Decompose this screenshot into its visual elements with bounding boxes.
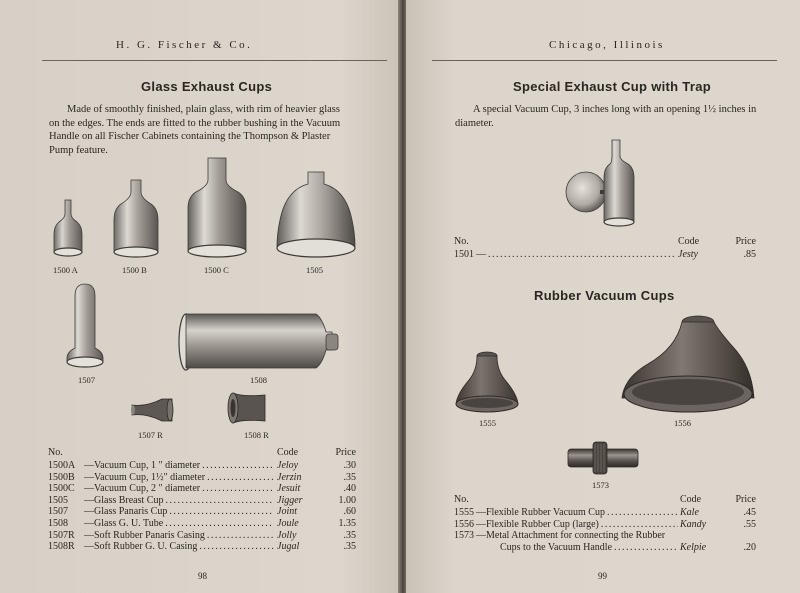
item-price: .35 bbox=[343, 471, 356, 483]
table-row bbox=[48, 495, 360, 507]
figure-caption-1507: 1507 bbox=[78, 375, 95, 385]
paragraph-line: A special Vacuum Cup, 3 inches long with an opening 1½ inches in bbox=[473, 104, 757, 115]
item-code: Jerzin bbox=[277, 471, 302, 483]
table-row bbox=[48, 506, 360, 518]
price-table-rubber-cups bbox=[454, 494, 760, 553]
item-description: —Glass Breast Cup . . . bbox=[84, 495, 274, 506]
table-row bbox=[454, 519, 760, 531]
section-title-rubber-vacuum-cups: Rubber Vacuum Cups bbox=[534, 288, 675, 303]
column-header-price: Price bbox=[735, 236, 756, 247]
glass-cup-1500b-image bbox=[112, 178, 160, 258]
item-description: —Flexible Rubber Cup (large) . . . bbox=[476, 519, 678, 530]
item-code: Jesuit bbox=[277, 483, 301, 495]
section-title-glass-exhaust-cups: Glass Exhaust Cups bbox=[141, 79, 273, 94]
item-code: Kelpie bbox=[680, 541, 707, 553]
table-header-row bbox=[454, 236, 760, 249]
figure-caption-1508r: 1508 R bbox=[244, 430, 269, 440]
table-header-row bbox=[454, 494, 760, 507]
item-code: Jesty bbox=[678, 249, 698, 260]
figure-caption-1508: 1508 bbox=[250, 375, 267, 385]
item-number: 1507R bbox=[48, 529, 75, 541]
running-head-right: Chicago, Illinois bbox=[549, 39, 665, 51]
glass-breast-cup-1505-image bbox=[275, 170, 357, 260]
rubber-vacuum-cup-1556-image bbox=[620, 312, 756, 416]
paragraph-line: Made of smoothly finished, plain glass, with rim of heavier glass bbox=[67, 104, 340, 115]
item-code: Joule bbox=[277, 517, 299, 529]
paragraph-line: on the edges. The ends are fitted to the rubber bushing in the Vacuum bbox=[49, 117, 341, 129]
table-header-row bbox=[48, 447, 360, 460]
item-description: —Glass G. U. Tube . . . bbox=[84, 518, 274, 529]
price-table-glass-cups bbox=[48, 447, 360, 553]
item-price: .35 bbox=[343, 529, 356, 541]
glass-cup-1500c-image bbox=[186, 156, 248, 258]
item-description: —Vacuum Cup, 1 ″ diameter . . . bbox=[84, 460, 274, 471]
item-number: 1556 bbox=[454, 518, 474, 530]
column-header-no: No. bbox=[454, 236, 469, 247]
column-header-code: Code bbox=[678, 236, 700, 247]
item-number: 1505 bbox=[48, 494, 68, 506]
item-description: —Soft Rubber G. U. Casing . . . bbox=[84, 541, 274, 552]
figure-caption-1500c: 1500 C bbox=[204, 265, 229, 275]
item-number: 1508R bbox=[48, 541, 75, 553]
table-row bbox=[454, 542, 760, 554]
item-number: 1500B bbox=[48, 471, 75, 483]
paragraph-line: Handle on all Fischer Cabinets containing the Thompson & Plaster bbox=[49, 131, 331, 142]
item-price: .60 bbox=[343, 506, 356, 518]
item-number: 1555 bbox=[454, 507, 474, 518]
right-page bbox=[406, 0, 800, 593]
item-number: 1508 bbox=[48, 517, 68, 529]
column-header-no: No. bbox=[48, 447, 63, 458]
item-number: 1573 bbox=[454, 530, 474, 542]
intro-paragraph-left bbox=[49, 103, 340, 157]
table-row bbox=[48, 483, 360, 495]
item-price: .35 bbox=[343, 541, 356, 553]
exhaust-cup-with-trap-1501-image bbox=[564, 138, 638, 230]
header-rule-left bbox=[42, 60, 387, 61]
table-row bbox=[454, 530, 760, 542]
item-description: —Vacuum Cup, 1½″ diameter . . . bbox=[84, 472, 274, 483]
figure-caption-1556: 1556 bbox=[674, 418, 691, 428]
glass-panaris-cup-1507-image bbox=[63, 282, 107, 370]
intro-paragraph-right bbox=[455, 103, 756, 130]
paragraph-line: diameter. bbox=[455, 117, 494, 129]
figure-caption-1555: 1555 bbox=[479, 418, 496, 428]
item-code: Jigger bbox=[277, 494, 303, 506]
table-row bbox=[48, 518, 360, 530]
figure-caption-1507r: 1507 R bbox=[138, 430, 163, 440]
item-number: 1507 bbox=[48, 506, 68, 518]
item-price: .45 bbox=[743, 507, 756, 518]
item-price: .30 bbox=[343, 460, 356, 471]
item-code: Jolly bbox=[277, 529, 297, 541]
item-price: .20 bbox=[743, 541, 756, 553]
item-code: Kandy bbox=[680, 518, 707, 530]
column-header-code: Code bbox=[277, 447, 299, 458]
item-price: .85 bbox=[743, 249, 756, 260]
table-row bbox=[454, 507, 760, 519]
table-row bbox=[48, 472, 360, 484]
item-code: Jugal bbox=[277, 541, 300, 553]
item-price: 1.00 bbox=[338, 494, 356, 506]
item-description: Cups to the Vacuum Handle . . . bbox=[500, 542, 678, 553]
page-number-right: 99 bbox=[598, 571, 607, 581]
item-price: .40 bbox=[343, 483, 356, 495]
rubber-panaris-casing-1507r-image bbox=[130, 397, 174, 423]
item-price: .55 bbox=[743, 518, 756, 530]
item-description: —Vacuum Cup, 2 ″ diameter . . . bbox=[84, 483, 274, 494]
table-row bbox=[454, 249, 760, 261]
item-code: Kale bbox=[680, 507, 699, 518]
item-code: Joint bbox=[277, 506, 297, 518]
item-number: 1500A bbox=[48, 460, 76, 471]
table-row bbox=[48, 460, 360, 472]
paragraph-line: Pump feature. bbox=[49, 144, 108, 156]
figure-caption-1500b: 1500 B bbox=[122, 265, 147, 275]
table-row bbox=[48, 541, 360, 553]
table-row bbox=[48, 530, 360, 542]
item-description: —Glass Panaris Cup . . . bbox=[84, 506, 274, 517]
figure-caption-1500a: 1500 A bbox=[53, 265, 78, 275]
page-number-left: 98 bbox=[198, 571, 207, 581]
column-header-price: Price bbox=[735, 494, 756, 505]
glass-cup-1500a-image bbox=[50, 198, 86, 258]
glass-gu-tube-1508-image bbox=[178, 310, 340, 374]
column-header-no: No. bbox=[454, 494, 469, 505]
running-head-left: H. G. Fischer & Co. bbox=[116, 39, 253, 51]
figure-caption-1505: 1505 bbox=[306, 265, 323, 275]
item-price: 1.35 bbox=[338, 517, 356, 529]
item-code: Jeloy bbox=[277, 460, 299, 471]
header-rule-right bbox=[432, 60, 777, 61]
item-description: — . . . bbox=[476, 249, 676, 260]
column-header-price: Price bbox=[335, 447, 356, 458]
rubber-gu-casing-1508r-image bbox=[227, 391, 269, 425]
metal-attachment-1573-image bbox=[566, 440, 640, 476]
item-description: —Soft Rubber Panaris Casing . . . bbox=[84, 530, 274, 541]
price-table-special-cup bbox=[454, 236, 760, 261]
figure-caption-1573: 1573 bbox=[592, 480, 609, 490]
item-description: —Metal Attachment for connecting the Rubber bbox=[476, 530, 666, 542]
rubber-vacuum-cup-1555-image bbox=[454, 350, 520, 414]
column-header-code: Code bbox=[680, 494, 702, 505]
item-number: 1500C bbox=[48, 483, 75, 495]
item-number: 1501 bbox=[454, 249, 474, 260]
item-description: —Flexible Rubber Vacuum Cup . . . bbox=[476, 507, 678, 518]
section-title-special-exhaust-cup: Special Exhaust Cup with Trap bbox=[513, 79, 711, 94]
